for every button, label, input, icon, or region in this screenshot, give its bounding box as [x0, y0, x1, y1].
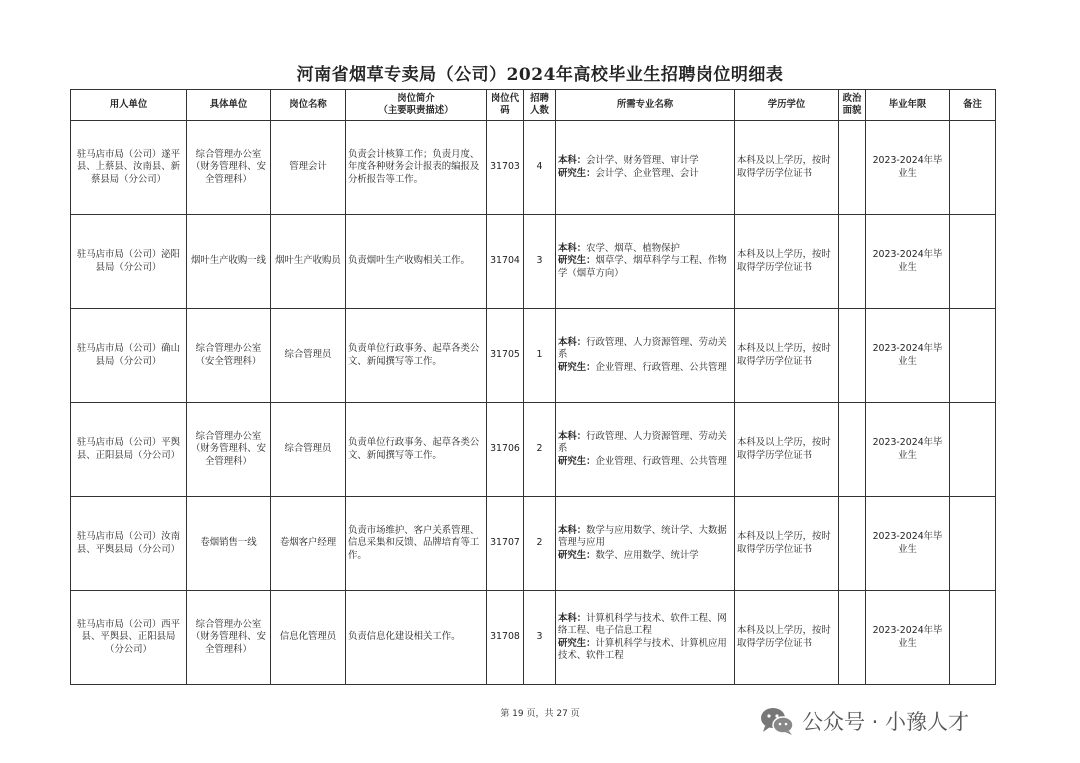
cell-position: 综合管理员 — [271, 309, 346, 403]
bachelor-majors: 行政管理、人力资源管理、劳动关系 — [558, 431, 727, 455]
cell-desc: 负责会计核算工作；负责月度、年度各种财务会计报表的编报及分析报告等工作。 — [346, 121, 487, 215]
cell-count: 3 — [524, 591, 556, 685]
bachelor-label: 本科： — [558, 431, 587, 443]
cell-count: 4 — [524, 121, 556, 215]
table-row — [71, 121, 996, 215]
cell-political — [839, 403, 866, 497]
graduate-label: 研究生： — [558, 361, 596, 373]
cell-year: 2023-2024年毕业生 — [866, 497, 950, 591]
cell-code: 31707 — [487, 497, 524, 591]
bachelor-label: 本科： — [558, 337, 587, 349]
watermark — [760, 704, 969, 738]
graduate-line — [558, 255, 732, 279]
cell-political — [839, 121, 866, 215]
cell-desc: 负责单位行政事务、起草各类公文、新闻撰写等工作。 — [346, 403, 487, 497]
graduate-label: 研究生： — [558, 255, 596, 267]
cell-year: 2023-2024年毕业生 — [866, 309, 950, 403]
cell-dept: 综合管理办公室（安全管理科） — [187, 309, 271, 403]
cell-year: 2023-2024年毕业生 — [866, 121, 950, 215]
cell-political — [839, 215, 866, 309]
cell-position: 卷烟客户经理 — [271, 497, 346, 591]
header-majors: 所需专业名称 — [556, 90, 735, 121]
header-desc — [346, 90, 487, 121]
cell-dept: 综合管理办公室（财务管理科、安全管理科） — [187, 591, 271, 685]
graduate-line — [558, 550, 732, 562]
cell-count: 2 — [524, 403, 556, 497]
bachelor-label: 本科： — [558, 243, 587, 255]
cell-position: 信息化管理员 — [271, 591, 346, 685]
cell-dept: 卷烟销售一线 — [187, 497, 271, 591]
cell-code: 31704 — [487, 215, 524, 309]
header-remark: 备注 — [950, 90, 996, 121]
cell-count: 1 — [524, 309, 556, 403]
cell-remark — [950, 497, 996, 591]
bachelor-majors: 数学与应用数学、统计学、大数据管理与应用 — [558, 525, 727, 549]
cell-unit: 驻马店市局（公司）平舆县、正阳县局（分公司） — [71, 403, 187, 497]
bachelor-majors: 计算机科学与技术、软件工程、网络工程、电子信息工程 — [558, 613, 727, 637]
cell-unit: 驻马店市局（公司）遂平县、上蔡县、汝南县、新蔡县局（分公司） — [71, 121, 187, 215]
bachelor-line — [558, 337, 732, 361]
cell-code: 31705 — [487, 309, 524, 403]
bachelor-line — [558, 431, 732, 455]
cell-year: 2023-2024年毕业生 — [866, 403, 950, 497]
cell-year: 2023-2024年毕业生 — [866, 591, 950, 685]
table-row — [71, 591, 996, 685]
table-row — [71, 403, 996, 497]
cell-dept: 烟叶生产收购一线 — [187, 215, 271, 309]
cell-remark — [950, 403, 996, 497]
graduate-label: 研究生： — [558, 549, 596, 561]
cell-remark — [950, 591, 996, 685]
cell-code: 31703 — [487, 121, 524, 215]
cell-desc: 负责信息化建设相关工作。 — [346, 591, 487, 685]
bachelor-label: 本科： — [558, 613, 587, 625]
cell-count: 2 — [524, 497, 556, 591]
cell-majors — [556, 403, 735, 497]
bachelor-majors: 农学、烟草、植物保护 — [586, 243, 680, 255]
graduate-majors: 烟草学、烟草科学与工程、作物学（烟草方向） — [558, 255, 727, 279]
bachelor-label: 本科： — [558, 155, 587, 167]
cell-remark — [950, 121, 996, 215]
cell-political — [839, 591, 866, 685]
bachelor-line — [558, 155, 732, 167]
cell-degree: 本科及以上学历，按时取得学历学位证书 — [735, 121, 839, 215]
page-footer: 第 19 页，共 27 页 — [500, 709, 580, 719]
table-header-row — [71, 90, 996, 121]
header-position: 岗位名称 — [271, 90, 346, 121]
bachelor-label: 本科： — [558, 525, 587, 537]
watermark-text: 公众号 · 小豫人才 — [802, 710, 970, 734]
graduate-line — [558, 456, 732, 468]
cell-position: 综合管理员 — [271, 403, 346, 497]
cell-degree: 本科及以上学历，按时取得学历学位证书 — [735, 497, 839, 591]
graduate-line — [558, 168, 732, 180]
cell-majors — [556, 121, 735, 215]
cell-majors — [556, 497, 735, 591]
header-unit: 用人单位 — [71, 90, 187, 121]
recruitment-table — [70, 89, 996, 685]
wechat-icon — [760, 706, 794, 736]
header-code: 岗位代码 — [487, 90, 524, 121]
graduate-majors: 企业管理、行政管理、公共管理 — [595, 361, 727, 373]
cell-count: 3 — [524, 215, 556, 309]
cell-majors — [556, 309, 735, 403]
cell-political — [839, 497, 866, 591]
cell-majors — [556, 215, 735, 309]
header-political: 政治面貌 — [839, 90, 866, 121]
cell-code: 31706 — [487, 403, 524, 497]
cell-desc: 负责烟叶生产收购相关工作。 — [346, 215, 487, 309]
graduate-label: 研究生： — [558, 455, 596, 467]
cell-unit: 驻马店市局（公司）汝南县、平舆县局（分公司） — [71, 497, 187, 591]
graduate-majors: 计算机科学与技术、计算机应用技术、软件工程 — [558, 637, 727, 661]
graduate-line — [558, 362, 732, 374]
cell-unit: 驻马店市局（公司）西平县、平舆县、正阳县局（分公司） — [71, 591, 187, 685]
bachelor-line — [558, 243, 732, 255]
cell-unit: 驻马店市局（公司）泌阳县局（分公司） — [71, 215, 187, 309]
bachelor-majors: 会计学、财务管理、审计学 — [586, 155, 699, 167]
table-body — [71, 121, 996, 685]
header-desc-sub: （主要职责描述） — [378, 105, 454, 116]
cell-desc: 负责市场维护、客户关系管理、信息采集和反馈、品牌培育等工作。 — [346, 497, 487, 591]
page-title: 河南省烟草专卖局（公司）2024年高校毕业生招聘岗位明细表 — [296, 65, 784, 85]
cell-remark — [950, 309, 996, 403]
table-row — [71, 215, 996, 309]
cell-unit: 驻马店市局（公司）确山县局（分公司） — [71, 309, 187, 403]
cell-political — [839, 309, 866, 403]
cell-degree: 本科及以上学历，按时取得学历学位证书 — [735, 215, 839, 309]
graduate-majors: 数学、应用数学、统计学 — [595, 549, 699, 561]
cell-position: 烟叶生产收购员 — [271, 215, 346, 309]
bachelor-line — [558, 613, 732, 637]
cell-remark — [950, 215, 996, 309]
bachelor-majors: 行政管理、人力资源管理、劳动关系 — [558, 337, 727, 361]
header-year: 毕业年限 — [866, 90, 950, 121]
cell-position: 管理会计 — [271, 121, 346, 215]
graduate-label: 研究生： — [558, 637, 596, 649]
cell-degree: 本科及以上学历，按时取得学历学位证书 — [735, 591, 839, 685]
cell-majors — [556, 591, 735, 685]
cell-dept: 综合管理办公室（财务管理科、安全管理科） — [187, 121, 271, 215]
graduate-majors: 会计学、企业管理、会计 — [595, 167, 699, 179]
cell-degree: 本科及以上学历，按时取得学历学位证书 — [735, 309, 839, 403]
table-row — [71, 497, 996, 591]
bachelor-line — [558, 525, 732, 549]
header-count: 招聘人数 — [524, 90, 556, 121]
table-row — [71, 309, 996, 403]
cell-year: 2023-2024年毕业生 — [866, 215, 950, 309]
header-degree: 学历学位 — [735, 90, 839, 121]
cell-desc: 负责单位行政事务、起草各类公文、新闻撰写等工作。 — [346, 309, 487, 403]
cell-degree: 本科及以上学历，按时取得学历学位证书 — [735, 403, 839, 497]
header-dept: 具体单位 — [187, 90, 271, 121]
graduate-line — [558, 638, 732, 662]
graduate-label: 研究生： — [558, 167, 596, 179]
cell-dept: 综合管理办公室（财务管理科、安全管理科） — [187, 403, 271, 497]
header-desc-main: 岗位简介 — [397, 92, 435, 104]
graduate-majors: 企业管理、行政管理、公共管理 — [595, 455, 727, 467]
cell-code: 31708 — [487, 591, 524, 685]
